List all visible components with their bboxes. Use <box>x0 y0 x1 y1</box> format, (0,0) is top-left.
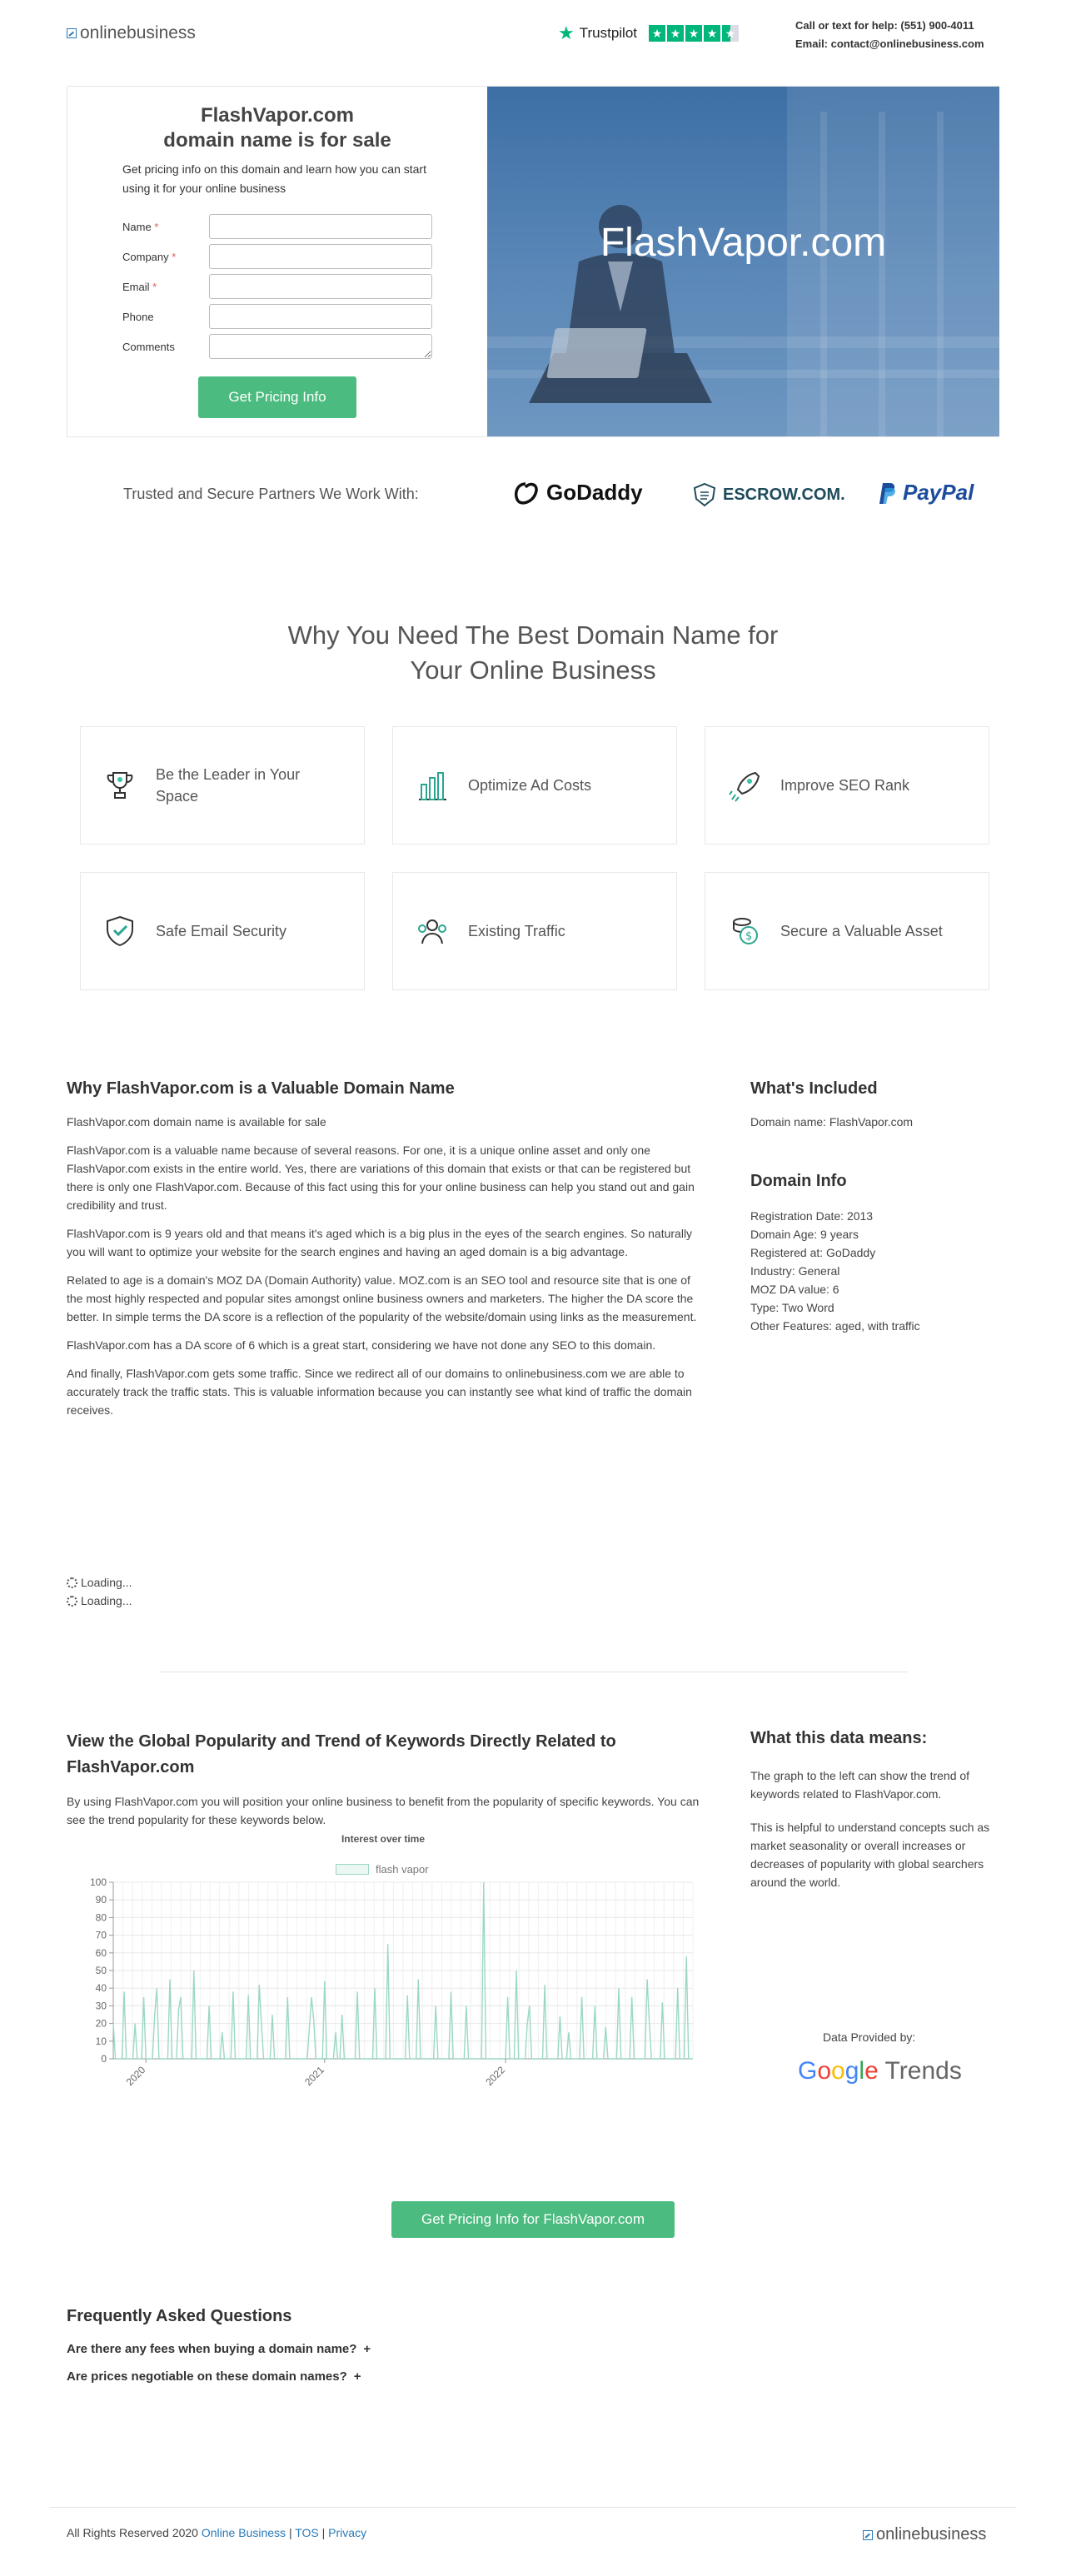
trophy-icon <box>102 768 137 803</box>
form-row <box>122 242 432 272</box>
star-icon: ★ <box>667 25 684 42</box>
domain-info-item: Domain Age: 9 years <box>750 1228 859 1241</box>
footer-link-online-business[interactable]: Online Business <box>201 2526 286 2539</box>
y-tick-label: 90 <box>95 1894 107 1906</box>
trustpilot-star-icon: ★ <box>558 22 575 43</box>
field-label-text: Name <box>122 220 152 233</box>
x-tick-label: 2020 <box>123 2064 148 2089</box>
included-item: Domain name: FlashVapor.com <box>750 1115 914 1129</box>
valuable-title: Why FlashVapor.com is a Valuable Domain Name <box>67 1079 455 1098</box>
y-tick-label: 30 <box>95 2000 107 2012</box>
hero-domain-title: FlashVapor.com <box>600 221 887 265</box>
loading-indicator <box>67 1576 132 1589</box>
loading-text: Loading... <box>81 1594 132 1607</box>
y-tick-label: 60 <box>95 1946 107 1959</box>
field-label <box>122 251 209 263</box>
comments-field[interactable] <box>209 334 432 359</box>
field-label <box>122 221 209 233</box>
benefit-card <box>80 726 365 845</box>
benefit-card-label: Optimize Ad Costs <box>468 777 592 794</box>
benefit-card-label: Existing Traffic <box>468 923 565 939</box>
copyright-text: All Rights Reserved 2020 <box>67 2526 198 2539</box>
benefit-card-label: Improve SEO Rank <box>780 777 910 794</box>
trend-chart <box>67 1876 700 2100</box>
field-label-text: Phone <box>122 310 154 323</box>
benefit-card <box>392 726 677 845</box>
faq-item[interactable] <box>67 2342 371 2356</box>
footer-divider <box>50 2507 1016 2508</box>
valuable-paragraph: FlashVapor.com has a DA score of 6 which is a great start, considering we have not done any SEO to this domain. <box>67 1338 656 1352</box>
form-row <box>122 212 432 242</box>
benefit-card <box>705 726 989 845</box>
trends-title: View the Global Popularity and Trend of Keywords Directly Related to FlashVapor.com <box>67 1732 616 1776</box>
loading-indicator <box>67 1594 132 1607</box>
expand-icon[interactable]: + <box>363 2342 371 2356</box>
footer-separator: | <box>288 2526 292 2539</box>
provided-by-label: Data Provided by: <box>823 2030 916 2044</box>
chart-legend <box>336 1863 429 1876</box>
partners-label: Trusted and Secure Partners We Work With: <box>123 486 419 502</box>
footer-link-tos[interactable]: TOS <box>295 2526 319 2539</box>
phone-field[interactable] <box>209 304 432 329</box>
valuable-paragraphs <box>67 1113 706 1429</box>
footer-separator: | <box>321 2526 326 2539</box>
form-row <box>122 272 432 301</box>
trends-side-p1: The graph to the left can show the trend of keywords related to FlashVapor.com. <box>750 1769 970 1801</box>
why-section-title <box>0 618 1066 688</box>
footer-links <box>67 2526 366 2539</box>
partner-escrow-label: ESCROW.COM. <box>723 485 845 504</box>
y-tick-label: 10 <box>95 2035 107 2047</box>
y-tick-label: 50 <box>95 1965 107 1976</box>
footer-logo-text: onlinebusiness <box>876 2525 987 2544</box>
company-field[interactable] <box>209 244 432 269</box>
trends-side-title: What this data means: <box>750 1729 928 1747</box>
logo-mark-icon <box>67 28 77 38</box>
form-title <box>67 103 487 153</box>
y-tick-label: 20 <box>95 2017 107 2030</box>
y-tick-label: 70 <box>95 1929 107 1941</box>
trends-side-p2: This is helpful to understand concepts such as market seasonality or overall increases or decreases of popularity with global searchers around the world. <box>750 1821 990 1889</box>
domain-info-item: Registered at: GoDaddy <box>750 1246 876 1259</box>
x-tick-label: 2021 <box>302 2064 326 2089</box>
form-row <box>122 331 432 361</box>
escrow-shield-icon <box>693 482 716 507</box>
valuable-paragraph: And finally, FlashVapor.com gets some traffic. Since we redirect all of our domains to onlinebusiness.com we are able to accurately track the traffic stats. This is valuable information because you can instantly see what kind of traffic the domain receives. <box>67 1367 692 1417</box>
benefit-card <box>705 872 989 990</box>
benefit-card <box>392 872 677 990</box>
valuable-paragraph: Related to age is a domain's MOZ DA (Domain Authority) value. MOZ.com is an SEO tool and resource site that is one of the most highly respected and popular sites amongst online business owners and marketers. The higher the DA score the better. In simple terms the DA score is a reflection of the popularity of the website/domain using links as the measurement. <box>67 1273 697 1323</box>
y-tick-label: 100 <box>89 1876 107 1888</box>
why-title-line1: Why You Need The Best Domain Name for <box>287 620 779 650</box>
domain-info-list <box>750 1207 920 1335</box>
valuable-paragraph: FlashVapor.com is a valuable name because of several reasons. For one, it is a unique online asset and only one FlashVapor.com exists in the entire world. Yes, there are variations of this domain that exists or that can be registered but there is only one FlashVapor.com. Because of this fact using this for your online business can help you stand out and gain credibility and trust. <box>67 1144 695 1212</box>
people-icon <box>415 914 450 949</box>
rocket-icon <box>727 768 762 803</box>
valuable-paragraph: FlashVapor.com is 9 years old and that means it's aged which is a big plus in the eyes of the search engines. So naturally you will want to optimize your website for the search engines and having an aged domain is a big advantage. <box>67 1227 693 1258</box>
faq-question: Are prices negotiable on these domain names? <box>67 2369 347 2384</box>
half-star-icon: ★ <box>722 25 739 42</box>
benefit-card-label: Secure a Valuable Asset <box>780 923 943 939</box>
expand-icon[interactable]: + <box>353 2369 361 2384</box>
y-tick-label: 0 <box>101 2053 107 2065</box>
x-tick-label: 2022 <box>483 2064 508 2089</box>
contact-phone[interactable]: Call or text for help: (551) 900-4011 <box>795 19 974 32</box>
legend-label: flash vapor <box>376 1863 429 1876</box>
godaddy-icon <box>511 481 540 506</box>
form-fields <box>122 212 432 361</box>
get-pricing-button[interactable]: Get Pricing Info <box>198 376 356 418</box>
domain-info-item: Type: Two Word <box>750 1301 834 1314</box>
shield-check-icon <box>102 914 137 949</box>
site-logo[interactable] <box>67 23 196 43</box>
form-description: Get pricing info on this domain and learn how you can start using it for your online business <box>122 162 426 195</box>
legend-swatch <box>336 1864 369 1875</box>
trustpilot-label: Trustpilot <box>579 25 638 41</box>
partner-paypal <box>874 480 974 506</box>
faq-question: Are there any fees when buying a domain name? <box>67 2342 357 2356</box>
domain-info-item: Registration Date: 2013 <box>750 1209 874 1223</box>
pricing-form <box>67 87 487 436</box>
partner-godaddy <box>511 480 643 506</box>
footer-link-privacy[interactable]: Privacy <box>328 2526 367 2539</box>
field-label <box>122 281 209 293</box>
trends-description: By using FlashVapor.com you will position your online business to benefit from the popularity of specific keywords. You can see the trend popularity for these keywords below. <box>67 1795 700 1826</box>
field-label-text: Email <box>122 280 150 293</box>
field-label <box>122 341 209 353</box>
required-mark: * <box>172 250 177 263</box>
field-label-text: Company <box>122 250 169 263</box>
email-field[interactable] <box>209 274 432 299</box>
partner-godaddy-label: GoDaddy <box>546 480 643 505</box>
chart-title: Interest over time <box>341 1833 426 1845</box>
name-field[interactable] <box>209 214 432 239</box>
hero-image <box>487 87 999 436</box>
faq-title: Frequently Asked Questions <box>67 2307 292 2325</box>
logo-mark-icon <box>863 2530 873 2540</box>
spinner-icon <box>67 1577 77 1588</box>
field-label-text: Comments <box>122 340 175 353</box>
star-icon: ★ <box>685 25 702 42</box>
trustpilot-badge[interactable] <box>558 22 739 44</box>
benefit-card-label: Be the Leader in Your Space <box>156 766 301 805</box>
contact-email[interactable]: Email: contact@onlinebusiness.com <box>795 37 984 50</box>
faq-item[interactable] <box>67 2369 361 2384</box>
domain-info-item: MOZ DA value: 6 <box>750 1283 839 1296</box>
paypal-icon <box>874 481 896 506</box>
star-icon: ★ <box>704 25 720 42</box>
required-mark: * <box>152 280 157 293</box>
spinner-icon <box>67 1596 77 1607</box>
loading-text: Loading... <box>81 1576 132 1589</box>
y-tick-label: 80 <box>95 1911 107 1924</box>
google-trends-logo: Google Trends <box>798 2057 962 2085</box>
domain-info-title: Domain Info <box>750 1172 847 1190</box>
benefit-card-label: Safe Email Security <box>156 923 287 939</box>
why-title-line2: Your Online Business <box>410 655 656 685</box>
domain-info-item: Other Features: aged, with traffic <box>750 1319 920 1333</box>
y-tick-label: 40 <box>95 1982 107 1995</box>
included-title: What's Included <box>750 1079 878 1098</box>
coins-icon <box>727 914 762 949</box>
required-mark: * <box>154 220 159 233</box>
form-row <box>122 301 432 331</box>
hero-section <box>67 86 999 437</box>
valuable-paragraph: FlashVapor.com domain name is available for sale <box>67 1115 326 1129</box>
bar-chart-icon <box>415 768 450 803</box>
domain-info-item: Industry: General <box>750 1264 840 1278</box>
footer-logo[interactable] <box>863 2525 986 2544</box>
partner-paypal-label: PayPal <box>903 480 974 505</box>
svg-text:$: $ <box>745 930 753 943</box>
header-contact <box>795 17 984 53</box>
trustpilot-rating-stars <box>649 25 739 42</box>
benefit-card <box>80 872 365 990</box>
partner-escrow <box>693 482 845 507</box>
field-label <box>122 311 209 323</box>
form-title-sale: domain name is for sale <box>163 129 391 152</box>
form-title-domain: FlashVapor.com <box>200 104 355 127</box>
logo-text: onlinebusiness <box>80 23 196 42</box>
cta-pricing-button[interactable]: Get Pricing Info for FlashVapor.com <box>391 2201 675 2238</box>
star-icon: ★ <box>649 25 665 42</box>
